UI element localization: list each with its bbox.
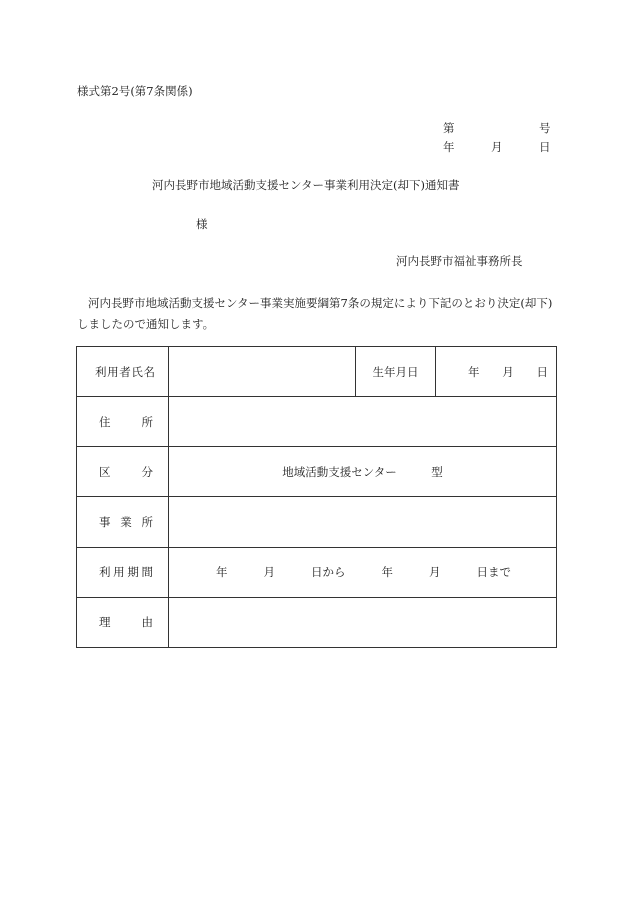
body-text: 河内長野市地域活動支援センター事業実施要綱第7条の規定により下記のとおり決定(却下)しましたので通知します。 [77,296,553,331]
category-field[interactable]: 地域活動支援センター 型 [169,447,557,497]
document-title: 河内長野市地域活動支援センター事業利用決定(却下)通知書 [152,178,460,192]
user-name-field[interactable] [169,347,356,397]
office-field[interactable] [169,497,557,547]
notice-form-table [76,346,557,648]
address-label: 住 所 [77,397,169,447]
office-label: 事 業 所 [77,497,169,547]
dob-label: 生年月日 [356,347,436,397]
user-name-label: 利 用 者 氏 名 [77,347,169,397]
row-category [77,447,557,497]
period-label: 利 用 期 間 [77,547,169,597]
row-office [77,497,557,547]
period-field[interactable]: 年 月 日から 年 月 日まで [169,547,557,597]
row-address [77,397,557,447]
category-label: 区 分 [77,447,169,497]
reason-label: 理 由 [77,597,169,647]
row-user-name [77,347,557,397]
issuer-name: 河内長野市福祉事務所長 [396,254,523,268]
date-month: 月 [491,140,503,154]
reference-dai: 第 [443,121,455,135]
reference-go: 号 [539,121,551,135]
addressee-suffix: 様 [196,217,208,231]
date-day: 日 [539,140,551,154]
form-number: 様式第2号(第7条関係) [77,84,193,98]
date-year: 年 [443,140,455,154]
dob-field[interactable]: 年 月 日 [436,347,557,397]
reason-field[interactable] [169,597,557,647]
row-reason [77,597,557,647]
address-field[interactable] [169,397,557,447]
row-period [77,547,557,597]
